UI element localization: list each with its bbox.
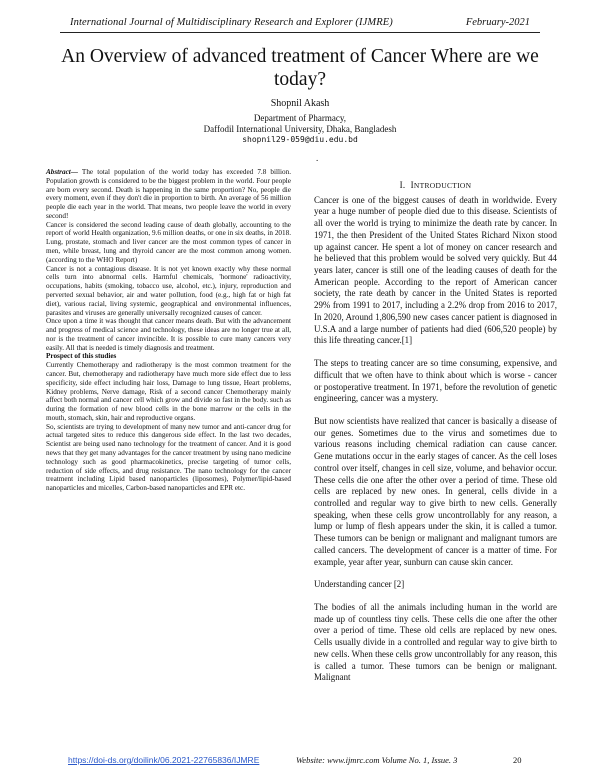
- introduction-heading: I. INTRODUCTION: [399, 180, 472, 190]
- header-rule: [60, 32, 540, 33]
- abstract-label: Abstract—: [46, 168, 78, 176]
- website-volume-info: Website: www.ijmrc.com Volume No. 1, Issue. 3: [296, 755, 458, 765]
- abstract-paragraph-1: Abstract— The total population of the world today has exceeded 7.8 billion. Population growth is considered to be the biggest problem in the world. Four people are born every second. Death is happening in the same proportion? No, people die every moment, even if they don't die in proportion to birth. An average of 56 million people die each year in the world. That means, two people leave the world in every second!: [46, 168, 291, 220]
- author-email[interactable]: shopnil29-059@diu.edu.bd: [242, 135, 358, 144]
- page-number: 20: [513, 755, 522, 765]
- issue-date: February-2021: [465, 17, 530, 28]
- author-name: Shopnil Akash: [270, 98, 330, 109]
- separator-dot: .: [316, 153, 319, 163]
- understanding-heading: Understanding cancer [2]: [314, 579, 405, 590]
- doi-link[interactable]: https://doi-ds.org/doilink/06.2021-22765836/IJMRE: [68, 755, 260, 765]
- introduction-column: [314, 180, 557, 695]
- abstract-paragraph-2: Cancer is considered the second leading cause of death globally, accounting to the report of world Health organization, 9.6 million deaths, or one in six deaths, in 2018. Lung, prostate, stomach and liver cancer are the most common types of cancer in men, while breast, lung and thyroid cancer are the most common among women. (according to the WHO Report): [46, 220, 291, 264]
- prospect-heading: Prospect of this studies: [46, 352, 117, 361]
- journal-header: International Journal of Multidisciplinary Research and Explorer (IJMRE): [70, 17, 393, 28]
- intro-paragraph-3: But now scientists have realized that cancer is basically a disease of our genes. Sometimes due to the virus and sometimes due to various reasons including chemical radiation can cause cancer. Gene mutations occur in the early stages of cancer. As the cell loses control over itself, changes in cell size, volume, and behavior occur. These cells die one after the other over a period of time. These old cells are replaced by new ones. In general, cells divide in a controlled and regular way to give birth to new cells. Generally speaking, when these cells grow uncontrollably for any reason, a lump or lump of flesh appears under the skin, it is called a tumor. These tumors can be benign or malignant and malignant tumors are called cancers. The development of cancer is a matter of time. For example, year after year, sunburn can cause skin cancer.: [314, 415, 557, 567]
- abstract-paragraph-5: Currently Chemotherapy and radiotherapy is the most common treatment for the cancer. But, chemotherapy and radiotherapy have much more side effect due to less specificity, side effect including hair loss, Damage to lung tissue, Heart problems, Kidney problems, Nerve damage, Risk of a second cancer Chemotherapy mainly affect both normal and cancer cell which grow and divide so fast in the body. such as during the formation of new blood cells in the bone marrow or the cells in the mouth, stomach, skin, hair and reproductive organs.: [46, 361, 291, 422]
- intro-paragraph-1: Cancer is one of the biggest causes of death in worldwide. Every year a huge number of people died due to this disease. Scientists of all over the world is trying to minimize the death rate by cancer. In 1971, the then President of the United States Richard Nixon stood up against cancer. He spent a lot of money on cancer research and he believed that this problem would be solved very quickly. But 44 years later, cancer is still one of the leading causes of death for the American people. According to the report of American cancer society, the rate death by cancer in the United States is reported 29% from 1991 to 2017, including a 2.2% drop from 2016 to 2017, In 2020, Around 1,806,590 new cases cancer patient is diagnosed in U.S.A and a large number of patients had died (606,520 people) by this life threating cancer.[1]: [314, 194, 557, 346]
- university: Daffodil International University, Dhaka, Bangladesh: [203, 124, 397, 134]
- abstract-paragraph-4: Once upon a time it was thought that cancer means death. But with the advancement and progress of medical science and technology, these ideas are no longer true at all, nor is the treatment of cancer invincible. It is possible to cure many cancers very easily. All that is needed is timely diagnosis and treatment.: [46, 317, 291, 352]
- abstract-column: [46, 168, 291, 493]
- intro-paragraph-4: The bodies of all the animals including human in the world are made up of countless tiny cells. These cells die one after the other over a period of time. These old cells are replaced by new ones. Cells usually divide in a controlled and regular way to give birth to new cells. When these cells grow uncontrollably for any reason, this is called a tumor. These tumors can be benign or malignant. Malignant: [314, 602, 557, 683]
- affiliation: [60, 113, 540, 135]
- paper-title: An Overview of advanced treatment of Cancer Where are we today?: [61, 46, 539, 90]
- department: Department of Pharmacy,: [253, 113, 347, 123]
- abstract-paragraph-6: So, scientists are trying to development of many new tumor and anti-cancer drug for actual targeted sites to reduce this dangerous side effect. In the last two decades, Scientist are being used nano technology for the treatment of cancer. And it is good news that they get many advantages for the cancer treatment by using nano medicine technology such as good pharmacokinetics, precise targeting of tumor cells, reduction of side effects, and drug resistance. The nano technology for the cancer treatment including Lipid based nanoparticles (liposomes), Polymer/lipid-based nanoparticles and micelles, Carbon-based nanoparticles and EPR etc.: [46, 422, 291, 493]
- abstract-paragraph-3: Cancer is not a contagious disease. It is not yet known exactly why these normal cells turn into abnormal cells. Harmful chemicals, 'hormone' radioactivity, occupations, habits (smoking, tobacco use, alcohol, etc.), injury, reproduction and perverted sexual behavior, air and water pollution, food (e.g., high fat or high fat diet), various racial, living systemic, geographical and environmental influences, parasites and viruses are generally universally recognized causes of cancer.: [46, 264, 291, 317]
- intro-paragraph-2: The steps to treating cancer are so time consuming, expensive, and difficult that we often have to think about which is worse - cancer or postoperative treatment. In 1971, before the revolution of genetic engineering, cancer was a mystery.: [314, 358, 557, 404]
